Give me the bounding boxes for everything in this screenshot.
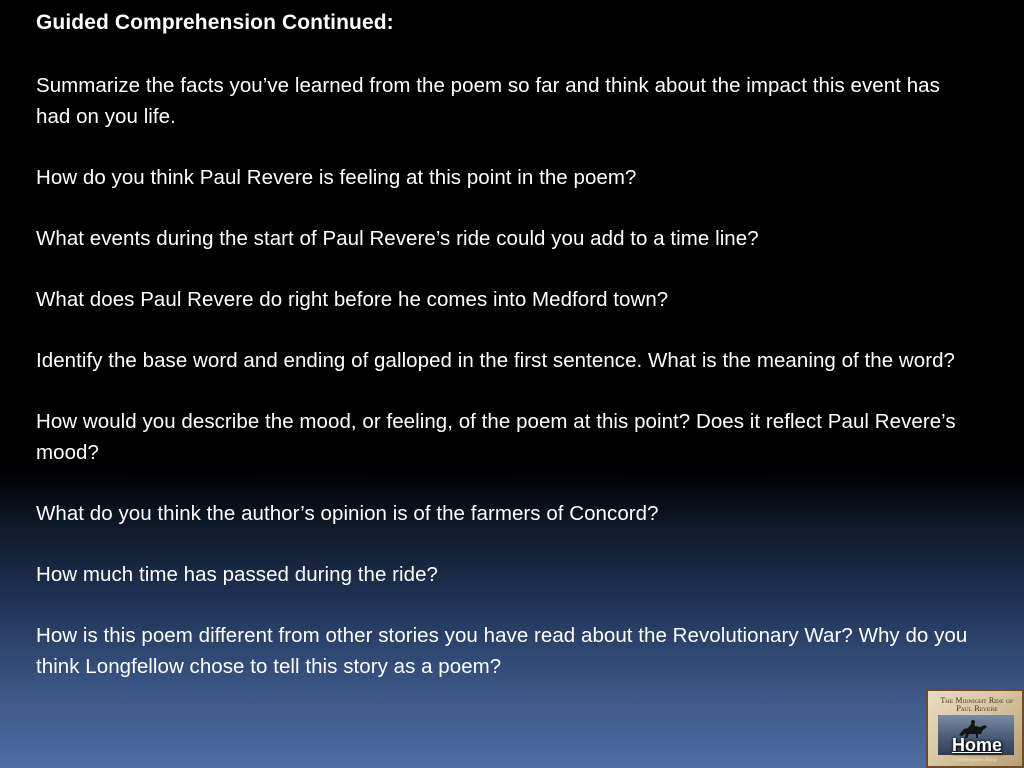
question-item: Identify the base word and ending of galloped in the first sentence. What is the meaning of the word? [36, 349, 956, 372]
question-item: How do you think Paul Revere is feeling at this point in the poem? [36, 166, 637, 189]
book-cover-title: The Midnight Ride of Paul Revere [940, 697, 1014, 713]
question-list [36, 70, 976, 712]
home-button[interactable] [926, 689, 1024, 768]
question-item: Summarize the facts you’ve learned from the poem so far and think about the impact this event has had on you life. [36, 74, 940, 128]
question-item: What events during the start of Paul Revere’s ride could you add to a time line? [36, 227, 759, 250]
home-link[interactable]: Home [951, 735, 1002, 755]
slide-title: Guided Comprehension Continued: [36, 11, 394, 34]
question-item: What does Paul Revere do right before he comes into Medford town? [36, 288, 669, 311]
question-item: How would you describe the mood, or feeling, of the poem at this point? Does it reflect Paul Revere’s mood? [36, 410, 956, 464]
question-item: How is this poem different from other stories you have read about the Revolutionary War? Why do you think Longfellow chose to tell this story as a poem? [36, 624, 968, 678]
question-item: What do you think the author’s opinion is of the farmers of Concord? [36, 502, 659, 525]
book-cover-author: Christopher Bing [953, 757, 997, 763]
question-item: How much time has passed during the ride? [36, 563, 439, 586]
